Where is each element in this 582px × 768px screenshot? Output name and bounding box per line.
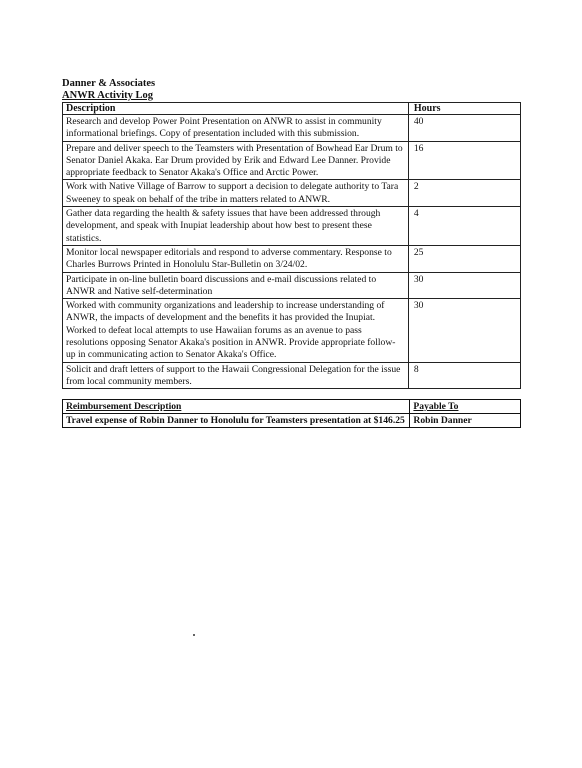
document-title: ANWR Activity Log bbox=[62, 90, 153, 101]
document-body bbox=[62, 78, 522, 428]
activity-description: Worked with community organizations and leadership to increase understanding of ANWR, the impacts of development and the benefits it has provided the Inupiat. Worked to defeat local attempts to use Hawaiian forums as an avenue to pass resolutions opposing Senator Akaka's position in ANWR. Provide appropriate follow-up in communicating action to Senator Akaka's Office. bbox=[63, 299, 409, 362]
activity-hours: 4 bbox=[408, 207, 520, 246]
table-row bbox=[63, 115, 521, 142]
table-row bbox=[63, 272, 521, 299]
activity-log-table bbox=[62, 102, 521, 389]
table-header-row bbox=[63, 400, 521, 414]
activity-description: Prepare and deliver speech to the Teamsters with Presentation of Bowhead Ear Drum to Senator Daniel Akaka. Ear Drum provided by Erik and Edward Lee Danner. Provide appropriate feedback to Senator Akaka's Office and Arctic Power. bbox=[63, 141, 409, 180]
reimbursement-description: Travel expense of Robin Danner to Honolulu for Teamsters presentation at $146.25 bbox=[63, 414, 410, 428]
column-header-description: Description bbox=[63, 103, 409, 115]
activity-hours: 25 bbox=[408, 245, 520, 272]
activity-description: Work with Native Village of Barrow to support a decision to delegate authority to Tara Sweeney to speak on behalf of the tribe in matters related to ANWR. bbox=[63, 180, 409, 207]
table-row bbox=[63, 180, 521, 207]
reimbursement-table bbox=[62, 399, 521, 428]
activity-hours: 30 bbox=[408, 272, 520, 299]
table-row bbox=[63, 362, 521, 389]
table-row bbox=[63, 245, 521, 272]
table-row bbox=[63, 141, 521, 180]
table-row bbox=[63, 207, 521, 246]
activity-hours: 16 bbox=[408, 141, 520, 180]
activity-hours: 30 bbox=[408, 299, 520, 362]
scan-speck bbox=[193, 634, 195, 636]
activity-description: Solicit and draft letters of support to the Hawaii Congressional Delegation for the issue from local community members. bbox=[63, 362, 409, 389]
activity-hours: 40 bbox=[408, 115, 520, 142]
column-header-reimbursement-description: Reimbursement Description bbox=[63, 400, 410, 414]
activity-description: Research and develop Power Point Presentation on ANWR to assist in community informational briefings. Copy of presentation included with this submission. bbox=[63, 115, 409, 142]
table-row bbox=[63, 299, 521, 362]
reimbursement-payable-to: Robin Danner bbox=[410, 414, 521, 428]
activity-description: Participate in on-line bulletin board discussions and e-mail discussions related to ANWR and Native self-determination bbox=[63, 272, 409, 299]
activity-description: Gather data regarding the health & safety issues that have been addressed through development, and speak with Inupiat leadership about how best to present these statistics. bbox=[63, 207, 409, 246]
table-header-row bbox=[63, 103, 521, 115]
activity-hours: 8 bbox=[408, 362, 520, 389]
table-row bbox=[63, 414, 521, 428]
column-header-payable-to: Payable To bbox=[410, 400, 521, 414]
activity-description: Monitor local newspaper editorials and respond to adverse commentary. Response to Charles Burrows Printed in Honolulu Star-Bulletin on 3/24/02. bbox=[63, 245, 409, 272]
column-header-hours: Hours bbox=[408, 103, 520, 115]
activity-hours: 2 bbox=[408, 180, 520, 207]
organization-name: Danner & Associates bbox=[62, 78, 156, 89]
